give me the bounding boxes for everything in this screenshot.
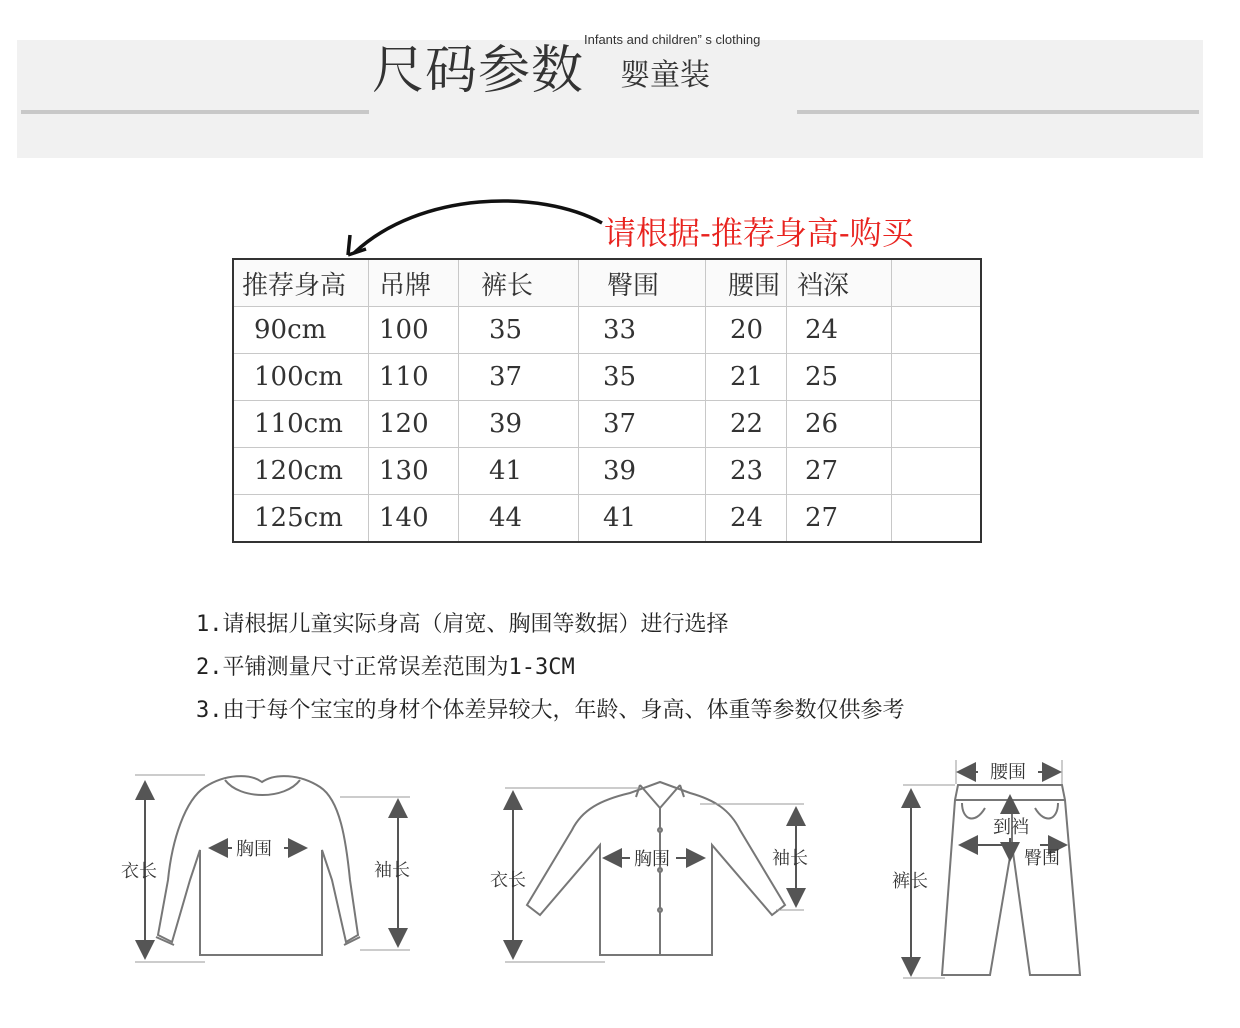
page-subtitle-en: Infants and children” s clothing xyxy=(584,32,761,47)
sweater-sleeve-label: 袖长 xyxy=(374,860,410,881)
header-cell-tag: 吊牌 xyxy=(369,259,459,307)
table-cell: 39 xyxy=(459,401,579,448)
shirt-chest-label: 胸围 xyxy=(634,849,670,870)
table-cell: 140 xyxy=(369,495,459,543)
table-cell: 120 xyxy=(369,401,459,448)
pants-hip-label: 臀围 xyxy=(1024,848,1060,869)
header-cell-waist: 腰围 xyxy=(706,259,787,307)
table-cell: 39 xyxy=(579,448,706,495)
pants-diagram xyxy=(903,760,1080,978)
table-cell: 21 xyxy=(706,354,787,401)
header-cell-height: 推荐身高 xyxy=(233,259,369,307)
header-cell-hip: 臀围 xyxy=(579,259,706,307)
table-cell: 100 xyxy=(369,307,459,354)
page-title: 尺码参数 xyxy=(372,41,585,101)
table-cell: 20 xyxy=(706,307,787,354)
table-cell: 27 xyxy=(787,448,892,495)
note-item: 3.由于每个宝宝的身材个体差异较大，年龄、身高、体重等参数仅供参考 xyxy=(196,698,905,723)
pants-waist-label: 腰围 xyxy=(990,762,1026,783)
shirt-length-label: 衣长 xyxy=(490,870,526,891)
table-cell: 44 xyxy=(459,495,579,543)
table-cell: 35 xyxy=(579,354,706,401)
table-cell: 26 xyxy=(787,401,892,448)
note-item: 2.平铺测量尺寸正常误差范围为1-3CM xyxy=(196,655,575,680)
table-cell: 22 xyxy=(706,401,787,448)
pants-rise-label: 到裆 xyxy=(993,817,1029,838)
header-cell-rise: 裆深 xyxy=(787,259,892,307)
table-cell: 25 xyxy=(787,354,892,401)
table-cell: 125cm xyxy=(233,495,369,543)
table-cell: 120cm xyxy=(233,448,369,495)
table-cell: 41 xyxy=(459,448,579,495)
pants-length-label: 裤长 xyxy=(892,871,928,892)
table-cell: 130 xyxy=(369,448,459,495)
table-cell: 110cm xyxy=(233,401,369,448)
page-subtitle-cn: 婴童装 xyxy=(620,58,710,93)
table-cell: 24 xyxy=(706,495,787,543)
table-cell: 23 xyxy=(706,448,787,495)
shirt-sleeve-label: 袖长 xyxy=(772,848,808,869)
table-cell: 27 xyxy=(787,495,892,543)
sweater-length-label: 衣长 xyxy=(121,861,157,882)
table-cell: 24 xyxy=(787,307,892,354)
table-cell: 100cm xyxy=(233,354,369,401)
table-cell: 41 xyxy=(579,495,706,543)
sweater-chest-label: 胸围 xyxy=(236,839,272,860)
table-cell: 33 xyxy=(579,307,706,354)
shirt-diagram xyxy=(505,782,804,962)
table-cell: 37 xyxy=(459,354,579,401)
sweater-diagram xyxy=(135,775,410,962)
header-cell-pants-length: 裤长 xyxy=(459,259,579,307)
table-cell: 110 xyxy=(369,354,459,401)
table-cell: 90cm xyxy=(233,307,369,354)
note-item: 1.请根据儿童实际身高（肩宽、胸围等数据）进行选择 xyxy=(196,612,729,637)
purchase-hint: 请根据-推荐身高-购买 xyxy=(604,214,914,252)
table-cell: 35 xyxy=(459,307,579,354)
table-cell: 37 xyxy=(579,401,706,448)
sweater-outline-icon xyxy=(158,776,358,955)
